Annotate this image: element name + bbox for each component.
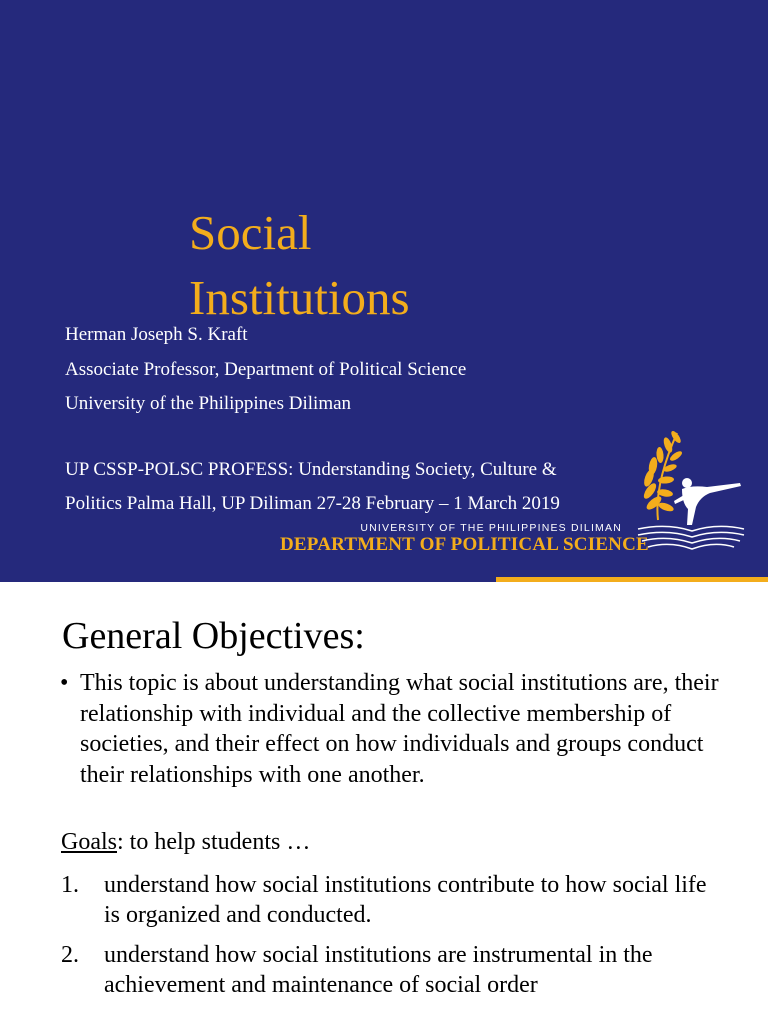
bullet-mark: •	[60, 670, 69, 696]
presenter-name: Herman Joseph S. Kraft	[65, 324, 248, 345]
objectives-title: General Objectives:	[62, 615, 365, 657]
logo-department: DEPARTMENT OF POLITICAL SCIENCE	[280, 534, 649, 555]
objective-bullet: This topic is about understanding what social institutions are, their relationship with individual and the collective membership of societies, and their effect on how individuals and groups conduct their relationships with one another.	[80, 670, 719, 788]
event-line-2: Politics Palma Hall, UP Diliman 27-28 February – 1 March 2019	[65, 493, 560, 514]
slide-title-line-2: Institutions	[189, 270, 410, 325]
objectives-slide	[0, 582, 768, 1024]
goal-item: understand how social institutions contribute to how social life is organized and conducted.	[104, 872, 707, 928]
department-logo-text	[280, 522, 649, 555]
goals-intro	[61, 827, 310, 857]
oblation-laurel-icon	[632, 425, 747, 555]
goal-number: 1.	[61, 872, 79, 898]
goals-label: Goals	[61, 829, 117, 855]
logo-university: UNIVERSITY OF THE PHILIPPINES DILIMAN	[360, 522, 622, 534]
presenter-affiliation: University of the Philippines Diliman	[65, 393, 352, 414]
slide-title	[189, 200, 410, 330]
event-line-1: UP CSSP-POLSC PROFESS: Understanding Society, Culture &	[65, 459, 557, 480]
presenter-position: Associate Professor, Department of Political Science	[65, 359, 467, 380]
goals-intro-text: : to help students …	[117, 829, 311, 855]
slide-title-line-1: Social	[189, 205, 312, 260]
goal-number: 2.	[61, 942, 79, 968]
goal-item: understand how social institutions are instrumental in the achievement and maintenance of social order	[104, 942, 653, 998]
